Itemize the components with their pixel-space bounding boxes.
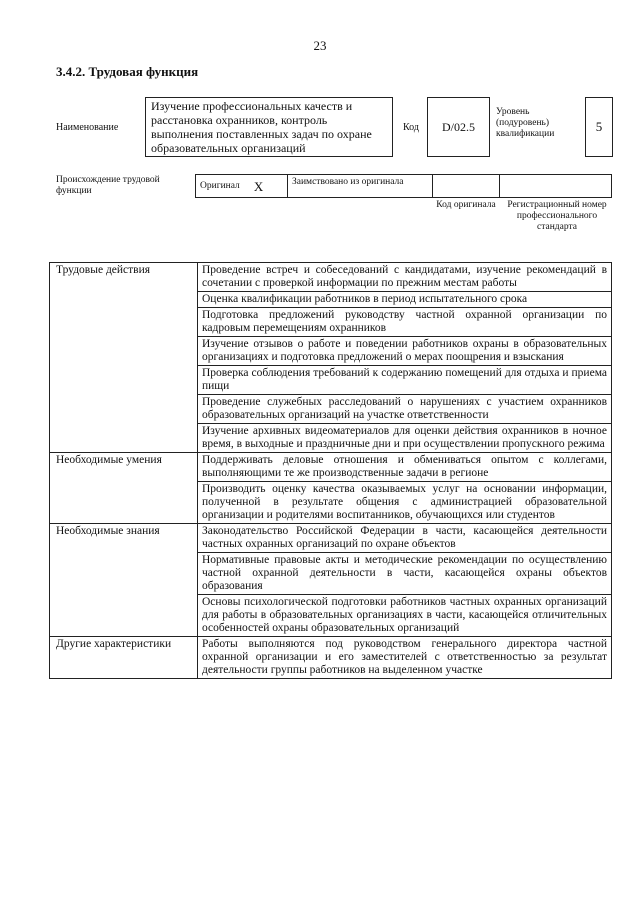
table-cell: Подготовка предложений руководству частной охранной организации по кадровым перемещениям охранников	[198, 308, 612, 337]
table-cell: Работы выполняются под руководством генерального директора частной охранной организации и его заместителей с ответственностью за результат деятельности группы работников на выделенном участке	[198, 637, 612, 679]
code-label: Код	[403, 122, 419, 133]
table-row	[50, 453, 612, 482]
function-table	[49, 262, 612, 679]
table-cell: Поддерживать деловые отношения и обмениваться опытом с коллегами, выполняющими те же производственные задачи в регионе	[198, 453, 612, 482]
table-cell: Изучение архивных видеоматериалов для оценки действия охранников в ночное время, в выходные и праздничные дни и при осуществлении пропускного режима	[198, 424, 612, 453]
table-cell: Нормативные правовые акты и методические рекомендации по осуществлению частной охранной деятельности в части, касающейся охраны объектов образования	[198, 553, 612, 595]
table-cell: Законодательство Российской Федерации в части, касающейся деятельности частных охранных организаций по охране объектов	[198, 524, 612, 553]
code-original-label: Код оригинала	[436, 200, 496, 210]
function-name-box: Изучение профессиональных качеств и расстановка охранников, контроль выполнения поставленных задач по охране образовательных организаций	[145, 97, 393, 157]
page-number: 23	[313, 38, 327, 53]
table-row	[50, 263, 612, 292]
table-cell: Проведение служебных расследований о нарушениях с участием охранников образовательных организаций на участке ответственности	[198, 395, 612, 424]
table-cell: Основы психологической подготовки работников частных охранных организаций для работы в образовательных организациях в части, касающейся отличительных особенностей охраны образовательных организаций	[198, 595, 612, 637]
table-cell: Проверка соблюдения требований к содержанию помещений для отдыха и приема пищи	[198, 366, 612, 395]
table-cell: Изучение отзывов о работе и поведении работников охраны в образовательных организациях и подготовка предложений о мерах поощрения и взыскания	[198, 337, 612, 366]
original-mark: X	[253, 178, 264, 194]
code-original-cell	[433, 175, 500, 197]
row-header: Необходимые умения	[50, 453, 198, 524]
table-cell: Проведение встреч и собеседований с кандидатами, изучение рекомендаций в сочетании с проверкой информации по прежним местам работы	[198, 263, 612, 292]
original-label: Оригинал	[200, 180, 240, 191]
level-label: Уровень (подуровень) квалификации	[496, 107, 555, 139]
reg-number-cell	[500, 175, 611, 197]
borrowed-cell: Заимствовано из оригинала	[288, 175, 433, 197]
section-title: 3.4.2. Трудовая функция	[56, 64, 199, 79]
code-value-box: D/02.5	[427, 97, 490, 157]
origin-row	[195, 174, 612, 198]
row-header: Необходимые знания	[50, 524, 198, 637]
table-cell: Оценка квалификации работников в период испытательного срока	[198, 292, 612, 308]
original-cell	[196, 175, 288, 197]
table-row	[50, 637, 612, 679]
origin-label: Происхождение трудовой функции	[56, 175, 160, 196]
table-cell: Производить оценку качества оказываемых услуг на основании информации, полученной в результате общения с администрацией образовательной организации и родителями воспитанников, обучающихся или студентов	[198, 482, 612, 524]
table-row	[50, 524, 612, 553]
reg-number-label: Регистрационный номер профессионального стандарта	[507, 200, 607, 232]
name-label: Наименование	[56, 122, 119, 133]
row-header: Трудовые действия	[50, 263, 198, 453]
row-header: Другие характеристики	[50, 637, 198, 679]
level-value-box: 5	[585, 97, 613, 157]
